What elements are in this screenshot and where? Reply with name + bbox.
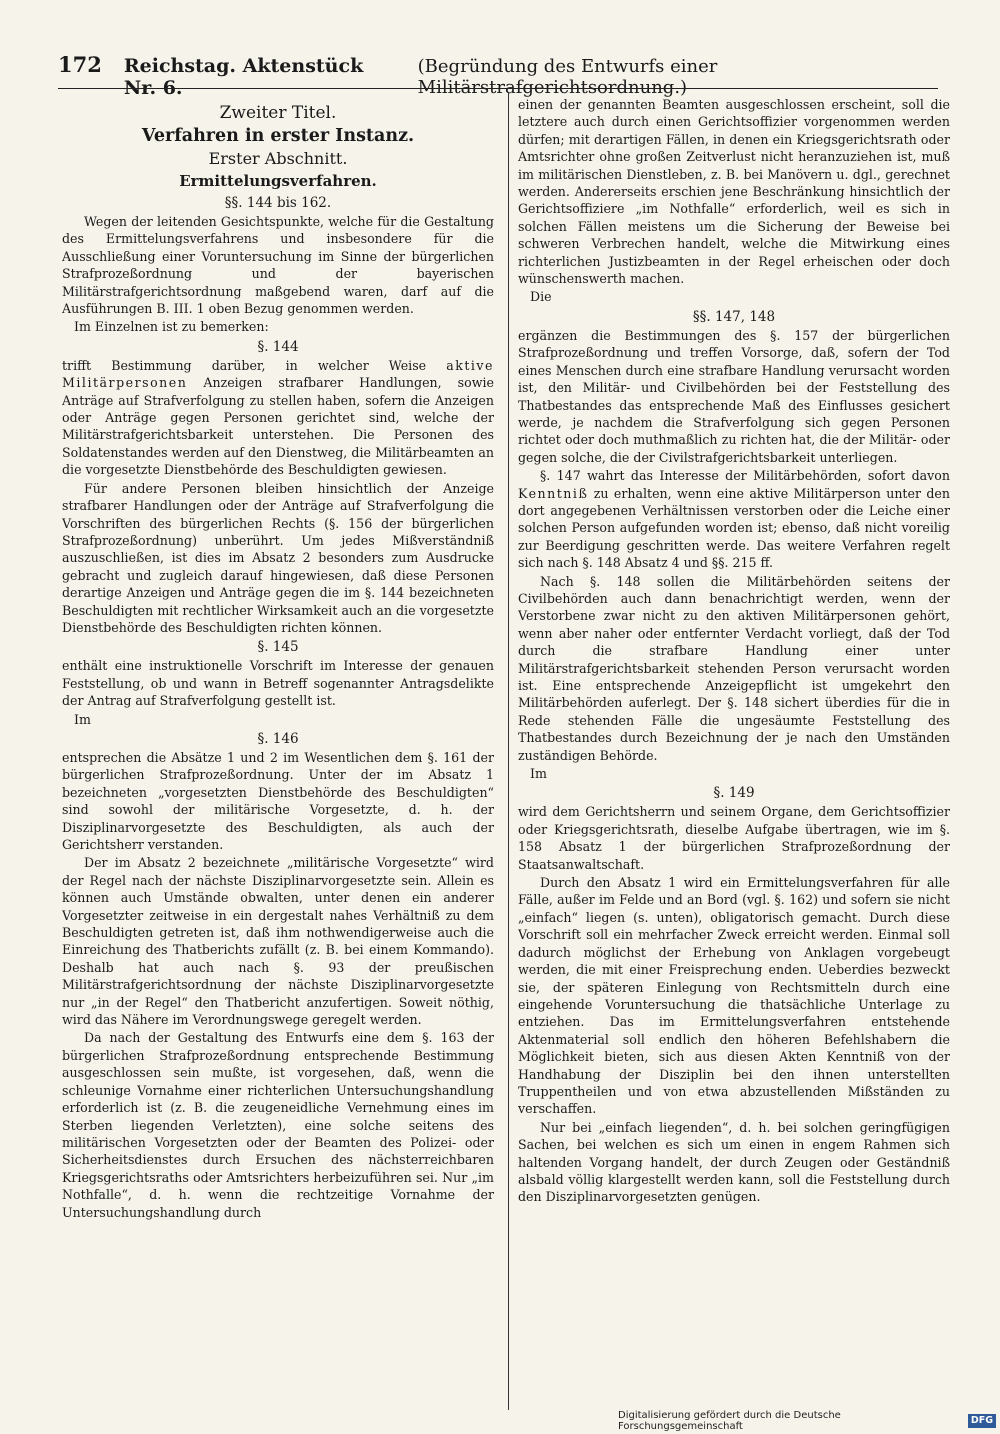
column-divider xyxy=(508,92,509,1410)
paragraph: Im Einzelnen ist zu bemerken: xyxy=(74,319,269,335)
paragraph: enthält eine instruktionelle Vorschrift im Interesse der genauen Feststellung, ob und wann in Betreff sogenannter Antragsdelikte der Antrag auf Strafverfolgung gestellt ist. xyxy=(62,658,494,709)
paragraph-ref: §. 149 xyxy=(713,785,755,802)
paragraph: Da nach der Gestaltung des Entwurfs eine dem §. 163 der bürgerlichen Strafprozeßordnung entsprechende Bestimmung ausgeschlossen sein mußte, ist vorgesehen, daß, wenn die schleunige Vornahme einer richterlichen Untersuchungshandlung erforderlich ist (z. B. die zeugeneidliche Vernehmung eines im Sterben liegenden Verletzten), eine solche seitens des militärischen Vorgesetzten oder der Beamten des Polizei- oder Sicherheitsdienstes durch Ersuchen des nächsterreichbaren Kriegsgerichtsraths oder Amtsrichters herbeizuführen sei. Nur „im Nothfalle“, d. h. wenn die rechtzeitige Vornahme der Untersuchungshandlung durch xyxy=(62,1030,494,1220)
paragraph: Im xyxy=(530,766,547,782)
text-run: zu erhalten, wenn eine aktive Militärperson unter den dort angegebenen Verhältnissen verstorben oder die Leiche einer solchen Person aufgefunden worden ist; ebenso, daß nicht voreilig zur Beerdigung geschritten werde. Das weitere Verfahren regelt sich nach §. 148 Absatz 4 und §§. 215 ff. xyxy=(518,485,950,571)
text-run: Anzeigen strafbarer Handlungen, sowie Anträge auf Strafverfolgung zu stellen haben, sofern die Anzeigen oder Anträge gegen Personen gerichtet sind, welche der Militärstrafgerichtsbarkeit unterstehen. Die Personen des Soldatenstandes werden auf den Dienstweg, die Militärbeamten an die vorgesetzte Dienstbehörde des Beschuldigten gewiesen. xyxy=(62,375,494,478)
paragraph-ref: §§. 144 bis 162. xyxy=(224,195,332,211)
page-number: 172 xyxy=(58,52,102,77)
paragraph: Nach §. 148 sollen die Militärbehörden seitens der Civilbehörden auch dann benachrichtigt werden, wenn der Verstorbene zwar nicht zu den aktiven Militärpersonen gehört, wenn aber naher oder entfernter Verdacht vorliegt, daß der Tod durch die strafbare Handlung einer unter Militärstrafgerichtsbarkeit stehenden Person verursacht worden ist. Eine entsprechende Anzeigepflicht ist umgekehrt den Militärbehörden auferlegt. Der §. 148 sichert überdies für die in Rede stehenden Fälle die ungesäumte Feststellung des Thatbestandes durch Bezeichnung der je nach den Umständen zuständigen Behörde. xyxy=(518,573,950,763)
emphasis-text: Kenntniß xyxy=(518,485,589,501)
paragraph: ergänzen die Bestimmungen des §. 157 der bürgerlichen Strafprozeßordnung und treffen Vorsorge, daß, sofern der Tod eines Menschen durch eine strafbare Handlung verursacht worden ist, den Militär- und Civilbehörden bei der Feststellung des Thatbestandes das entsprechende Maß des Einflusses gesichert werde, je nachdem die Strafverfolgung sich gegen Personen richtet oder doch muthmaßlich zu richten hat, die der Militär- oder gegen solche, die der Civilstrafgerichtsbarkeit unterliegen. xyxy=(518,327,950,465)
paragraph: Nur bei „einfach liegenden“, d. h. bei solchen geringfügigen Sachen, bei welchen es sich um einen in engem Rahmen sich haltenden Vorgang handelt, der durch Zeugen oder Geständniß alsbald völlig klargestellt werden kann, soll die Feststellung durch den Disziplinarvorgesetzten genügen. xyxy=(518,1119,950,1205)
footer-credit xyxy=(618,1412,996,1430)
text-run: trifft Bestimmung darüber, in welcher Weise xyxy=(62,357,427,373)
main-heading: Verfahren in erster Instanz. xyxy=(141,126,415,146)
paragraph: Die xyxy=(530,289,552,305)
paragraph: entsprechen die Absätze 1 und 2 im Wesentlichen dem §. 161 der bürgerlichen Strafprozeßordnung. Unter der im Absatz 1 bezeichneten „vorgesetzten Dienstbehörde des Beschuldigten“ sind sowohl der militärische Vorgesetzte, d. h. der Disziplinarvorgesetzte des Beschuldigten, als auch der Gerichtsherr verstanden. xyxy=(62,749,494,852)
paragraph-ref: §. 144 xyxy=(257,338,299,355)
paragraph: Wegen der leitenden Gesichtspunkte, welche für die Gestaltung des Ermittelungsverfahrens und insbesondere für die Ausschließung einer Voruntersuchung im Sinne der bürgerlichen Strafprozeßordnung und der bayerischen Militärstrafgerichtsordnung maßgebend waren, darf auf die Ausführungen B. III. 1 oben Bezug genommen werden. xyxy=(62,214,494,317)
page-header xyxy=(58,52,938,99)
paragraph: Der im Absatz 2 bezeichnete „militärische Vorgesetzte“ wird der Regel nach der nächste Disziplinarvorgesetzte sein. Allein es können auch Umstände obwalten, unter denen ein anderer Vorgesetzter zeitweise in ein dergestalt nahes Verhältniß zu dem Beschuldigten getreten ist, daß ihm nothwendigerweise auch die Einreichung des Thatberichts zufällt (z. B. bei einem Kommando). Deshalb hat auch nach §. 93 der preußischen Militärstrafgerichtsordnung der nächste Disziplinarvorgesetzte nur „in der Regel“ den Thatbericht anzufertigen. Soweit nöthig, wird das Nähere im Verordnungswege geregelt werden. xyxy=(62,855,494,1028)
paragraph xyxy=(518,467,950,571)
paragraph-ref: §. 146 xyxy=(257,730,299,747)
running-title: Reichstag. Aktenstück Nr. 6. xyxy=(123,55,364,99)
paragraph: wird dem Gerichtsherrn und seinem Organe, dem Gerichtsoffizier oder Kriegsgerichtsrath, dieselbe Aufgabe übertragen, wie im §. 158 Absatz 1 der bürgerlichen Strafprozeßordnung der Staatsanwaltschaft. xyxy=(518,804,950,872)
title-heading: Zweiter Titel. xyxy=(219,103,337,123)
emphasis-text: aktive Militärpersonen xyxy=(62,357,494,391)
running-subtitle: (Begründung des Entwurfs einer Militärstrafgerichtsordnung.) xyxy=(417,56,718,98)
dfg-logo: DFG xyxy=(968,1414,996,1428)
left-column xyxy=(62,96,494,1406)
footer-text: Digitalisierung gefördert durch die Deutsche Forschungsgemeinschaft xyxy=(618,1410,841,1432)
paragraph: Für andere Personen bleiben hinsichtlich der Anzeige strafbarer Handlungen oder der Anträge auf Strafverfolgung die Vorschriften des bürgerlichen Rechts (§. 156 der bürgerlichen Strafprozeßordnung) unberührt. Um jedes Mißverständniß auszuschließen, ist dies im Absatz 2 besonders zum Ausdrucke gebracht und zugleich darauf hingewiesen, daß diese Personen derartige Anzeigen und Anträge gegen die im §. 144 bezeichneten Beschuldigten mit rechtlicher Wirksamkeit auch an die vorgesetzte Dienstbehörde des Beschuldigten richten können. xyxy=(62,480,494,635)
header-rule xyxy=(58,88,938,89)
subsection-heading: Ermittelungsverfahren. xyxy=(179,172,377,190)
right-column xyxy=(518,96,950,1406)
text-run: §. 147 wahrt das Interesse der Militärbehörden, sofort davon xyxy=(540,468,950,484)
paragraph: Im xyxy=(74,711,91,727)
paragraph: Durch den Absatz 1 wird ein Ermittelungsverfahren für alle Fälle, außer im Felde und an Bord (vgl. §. 162) und sofern sie nicht „einfach“ liegen (s. unten), obligatorisch gemacht. Durch diese Vorschrift soll ein mehrfacher Zweck erreicht werden. Einmal soll dadurch möglichst der Erhebung von Anklagen vorgebeugt werden, die mit einer Freisprechung enden. Ueberdies bezweckt sie, der späteren Einlegung von Rechtsmitteln durch eine eingehende Voruntersuchung die thatsächliche Unterlage zu entziehen. Das im Ermittelungsverfahren entstehende Aktenmaterial soll endlich den höheren Befehlshabern die Möglichkeit bieten, sich aus diesen Akten Kenntniß von der Handhabung der Disziplin bei den ihnen unterstellten Truppentheilen und von etwa abzustellenden Mißständen zu verschaffen. xyxy=(518,875,950,1117)
paragraph xyxy=(62,357,494,479)
paragraph: einen der genannten Beamten ausgeschlossen erscheint, soll die letztere auch durch einen Gerichtsoffizier vorgenommen werden dürfen; mit derartigen Fällen, in denen ein Kriegsgerichtsrath oder Amtsrichter ohne großen Zeitverlust nicht heranzuziehen ist, muß im militärischen Dienstleben, z. B. bei Manövern u. dgl., gerechnet werden. Andererseits erschien jene Beschränkung hinsichtlich der Gerichtsoffiziere „im Nothfalle“ erforderlich, weil es sich in solchen Fällen meistens um die Sicherung der Beweise bei schweren Verbrechen handelt, welche die Mitwirkung eines richterlichen Justizbeamten in der Regel erheischen oder doch wünschenswerth machen. xyxy=(518,97,950,287)
paragraph-ref: §. 145 xyxy=(257,639,299,656)
paragraph-ref: §§. 147, 148 xyxy=(692,308,776,325)
section-heading: Erster Abschnitt. xyxy=(208,149,348,168)
